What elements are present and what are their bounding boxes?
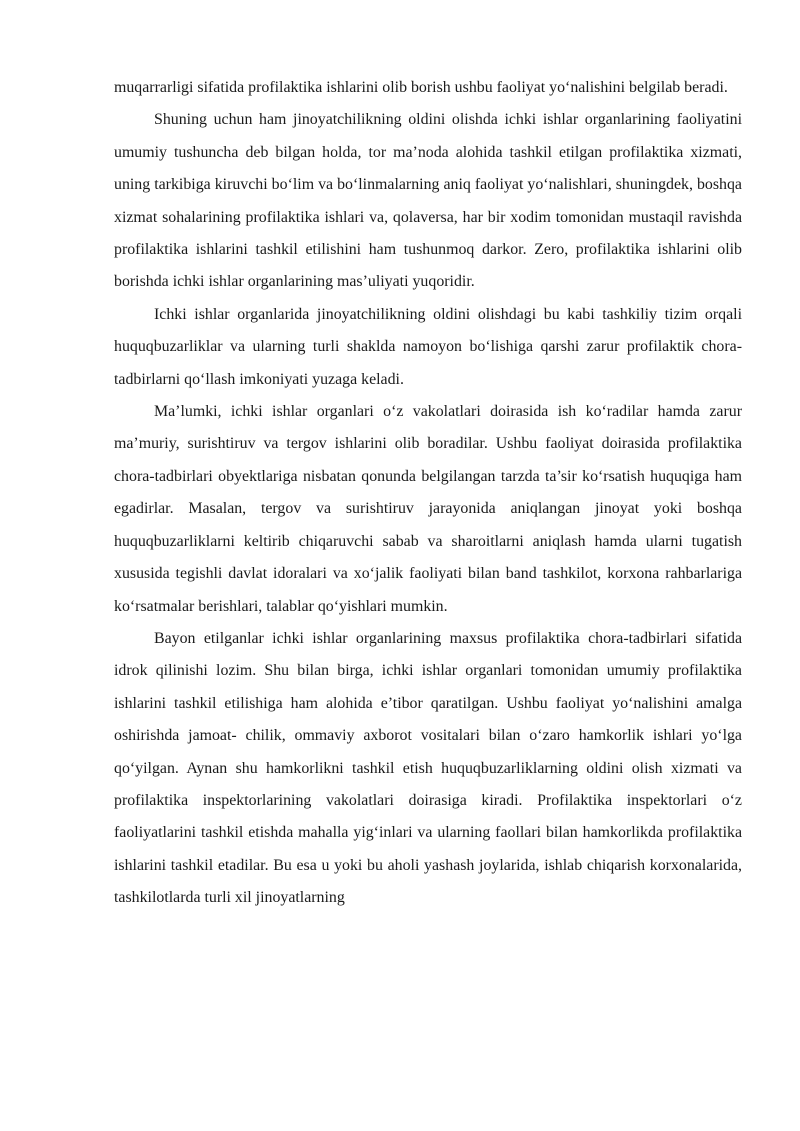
paragraph-2: Shuning uchun ham jinoyatchilikning oldini olishda ichki ishlar organlarining faoliyatini umumiy tushuncha deb bilgan holda, tor ma’noda alohida tashkil etilgan profilaktika xizmati, uning tarkibiga kiruvchi bo‘lim va bo‘linmalarning aniq faoliyat yo‘nalishlari, shuningdek, boshqa xizmat sohalarining profilaktika ishlari va, qolaversa, har bir xodim tomonidan mustaqil ravishda profilaktika ishlarini tashkil etilishini ham tushunmoq darkor. Zero, profilaktika ishlarini olib borishda ichki ishlar organlarining mas’uliyati yuqoridir. xyxy=(114,111,742,291)
document-page xyxy=(114,72,742,915)
paragraph-4: Ma’lumki, ichki ishlar organlari o‘z vakolatlari doirasida ish ko‘radilar hamda zarur ma’muriy, surishtiruv va tergov ishlarini olib boradilar. Ushbu faoliyat doirasida profilaktika chora-tadbirlari obyektlariga nisbatan qonunda belgilangan tarzda ta’sir ko‘rsatish huquqiga ham egadirlar. Masalan, tergov va surishtiruv jarayonida aniqlangan jinoyat yoki boshqa huquqbuzarliklarni keltirib chiqaruvchi sabab va sharoitlarni aniqlash hamda ularni tugatish xususida tegishli davlat idoralari va xo‘jalik faoliyati bilan band tashkilot, korxona rahbarlariga ko‘rsatmalar berishlari, talablar qo‘yishlari mumkin. xyxy=(114,403,742,615)
paragraph-5: Bayon etilganlar ichki ishlar organlarining maxsus profilaktika chora-tadbirlari sifatida idrok qilinishi lozim. Shu bilan birga, ichki ishlar organlari tomonidan umumiy profilaktika ishlarini tashkil etilishiga ham alohida e’tibor qaratilgan. Ushbu faoliyat yo‘nalishini amalga oshirishda jamoat- chilik, ommaviy axborot vositalari bilan o‘zaro hamkorlik ishlari yo‘lga qo‘yilgan. Aynan shu hamkorlikni tashkil etish huquqbuzarliklarning oldini olish xizmati va profilaktika inspektorlarining vakolatlari doirasiga kiradi. Profilaktika inspektorlari o‘z faoliyatlarini tashkil etishda mahalla yig‘inlari va ularning faollari bilan hamkorlikda profilaktika ishlarini tashkil etadilar. Bu esa u yoki bu aholi yashash joylarida, ishlab chiqarish korxonalarida, tashkilotlarda turli xil jinoyatlarning xyxy=(114,629,742,907)
paragraph-1: muqarrarligi sifatida profilaktika ishlarini olib borish ushbu faoliyat yo‘nalishini belgilab beradi. xyxy=(114,79,728,96)
paragraph-3: Ichki ishlar organlarida jinoyatchilikning oldini olishdagi bu kabi tashkiliy tizim orqali huquqbuzarliklar va ularning turli shaklda namoyon bo‘lishiga qarshi zarur profilaktik chora-tadbirlarni qo‘llash imkoniyati yuzaga keladi. xyxy=(114,305,742,388)
